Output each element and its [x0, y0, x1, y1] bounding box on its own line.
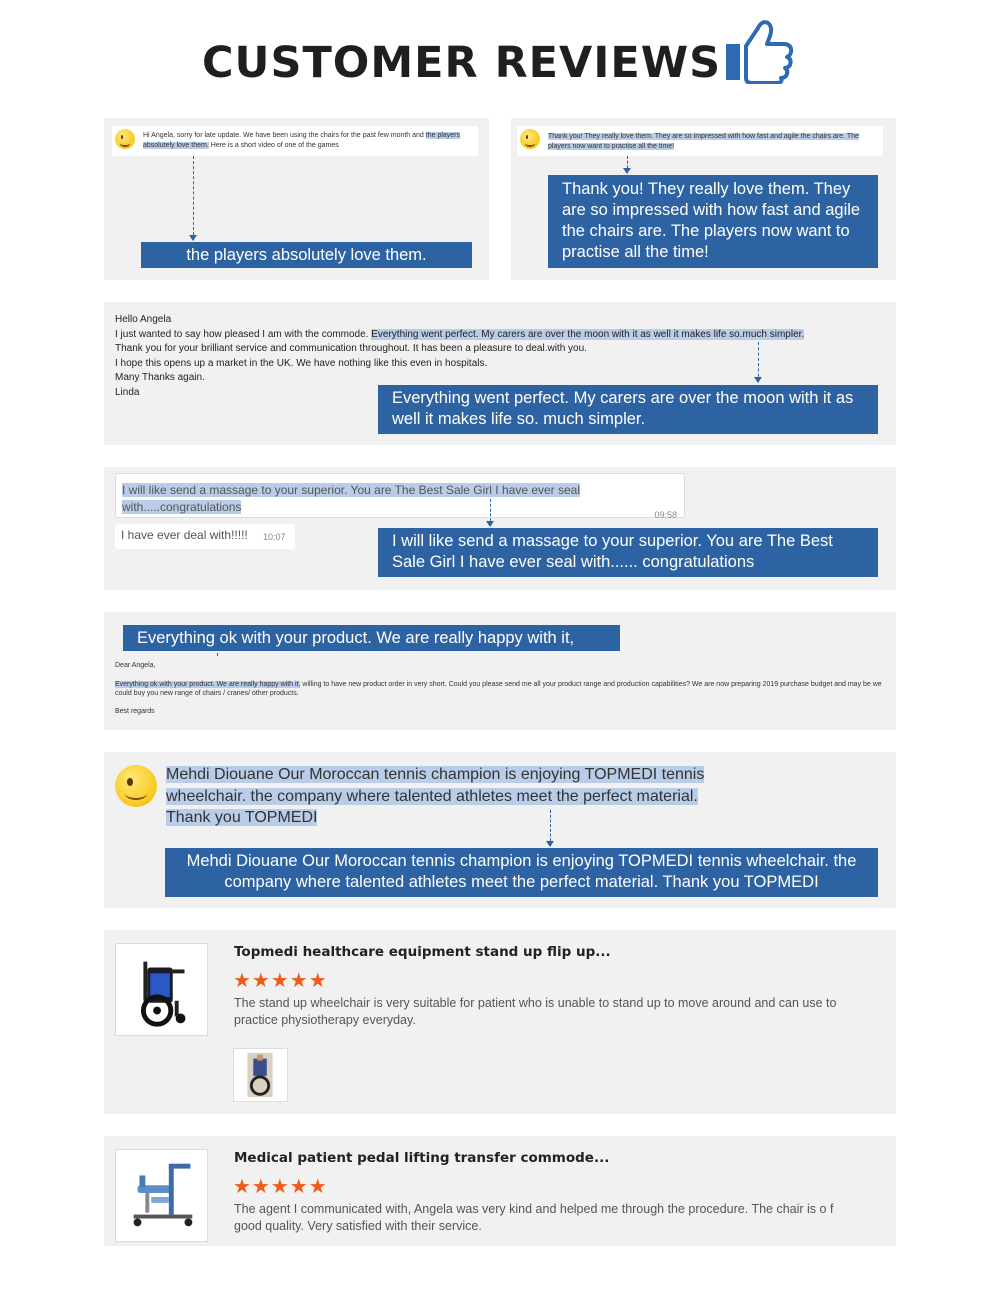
page-title: CUSTOMER REVIEWS: [202, 38, 722, 88]
transfer-commode-image: [116, 1150, 207, 1241]
review-photo[interactable]: [233, 1048, 288, 1102]
review-card-2: [511, 118, 896, 280]
quote-callout: the players absolutely love them.: [141, 242, 472, 268]
chat-message-text: Hi Angela, sorry for late update. We have been using the chairs for the past few month and the players absolutely love them. Here is a short video of one of the games: [143, 132, 461, 149]
review-card-5: [104, 612, 896, 730]
quote-callout: Mehdi Diouane Our Moroccan tennis champion is enjoying TOPMEDI tennis wheelchair. the company where talented athletes meet the perfect material. Thank you TOPMEDI: [165, 848, 878, 897]
pointer-arrow: [217, 632, 218, 656]
review-title[interactable]: Medical patient pedal lifting transfer commode...: [234, 1150, 610, 1166]
electric-wheelchair-image: [116, 944, 207, 1035]
review-text: The stand up wheelchair is very suitable for patient who is unable to stand up to move around and can use to practice physiotherapy everyday.: [234, 996, 837, 1027]
smiley-icon: [115, 765, 157, 807]
email-body: [115, 661, 890, 716]
pointer-arrow: [758, 342, 759, 382]
star-rating: ★★★★★: [233, 1174, 328, 1198]
product-review-1: [104, 930, 896, 1114]
review-card-1: [104, 118, 489, 280]
smiley-icon: [115, 129, 135, 149]
quote-callout: Everything went perfect. My carers are over the moon with it as well it makes life so. much simpler.: [378, 385, 878, 434]
chat-message: [517, 126, 883, 156]
chat-bubble-text: I have ever deal with!!!!!: [121, 528, 248, 542]
pointer-arrow: [627, 156, 628, 173]
email-line: I hope this opens up a market in the UK. We have nothing like this even in hospitals.: [115, 357, 488, 369]
thumbs-up-icon: [722, 18, 794, 84]
email-greeting: Dear Angela,: [115, 662, 156, 669]
chat-bubble: [115, 473, 685, 518]
chat-timestamp: 10:07: [263, 532, 286, 542]
review-title[interactable]: Topmedi healthcare equipment stand up flip up...: [234, 944, 611, 960]
quote-callout: I will like send a massage to your superior. You are The Best Sale Girl I have ever seal with...... congratulations: [378, 528, 878, 577]
review-text: The agent I communicated with, Angela was very kind and helped me through the procedure. The chair is o f good quality. Very satisfied with their service.: [234, 1202, 834, 1233]
wheelchair-photo-image: [234, 1049, 287, 1101]
email-closing: Best regards: [115, 708, 155, 715]
chat-message: [112, 126, 478, 156]
social-post-text: Mehdi Diouane Our Moroccan tennis champion is enjoying TOPMEDI tennis wheelchair. the company where talented athletes meet the perfect material. Thank you TOPMEDI: [166, 766, 705, 826]
email-greeting: Hello Angela: [115, 314, 172, 325]
pointer-arrow: [550, 810, 551, 846]
star-rating: ★★★★★: [233, 968, 328, 992]
pointer-arrow: [193, 156, 194, 240]
review-card-6: [104, 752, 896, 908]
email-line: Thank you for your brilliant service and communication throughout. It has been a pleasure to deal.with you.: [115, 343, 587, 354]
quote-callout: Everything ok with your product. We are really happy with it,: [123, 625, 620, 651]
chat-message-text: Thank you! They really love them. They are so impressed with how fast and agile the chairs are. The players now want to practise all the time!: [548, 133, 859, 150]
product-thumbnail[interactable]: [115, 1149, 208, 1242]
review-card-3: [104, 302, 896, 445]
chat-bubble: [115, 524, 295, 549]
email-line: I just wanted to say how pleased I am with the commode. Everything went perfect. My carers are over the moon with it as well it makes life so.much simpler.: [115, 328, 805, 340]
page-header: [0, 18, 1000, 108]
chat-bubble-text: I will like send a massage to your superior. You are The Best Sale Girl I have ever seal with.....congratulations: [122, 483, 581, 514]
smiley-icon: [520, 129, 540, 149]
chat-timestamp: 09:58: [654, 510, 677, 520]
email-line: Everything ok with your product. We are really happy with it, willing to have new product order in very short. Could you please send me all your product range and production capabilities? We are now preparing 2019 purchase budget and may be we could buy you new range of chairs / cranes/ other products.: [115, 681, 882, 697]
product-review-2: [104, 1136, 896, 1246]
product-thumbnail[interactable]: [115, 943, 208, 1036]
quote-callout: Thank you! They really love them. They are so impressed with how fast and agile the chairs are. The players now want to practise all the time!: [548, 175, 878, 268]
email-line: Many Thanks again.: [115, 372, 205, 383]
pointer-arrow: [490, 499, 491, 526]
email-signature: Linda: [115, 386, 140, 398]
review-card-4: [104, 467, 896, 590]
